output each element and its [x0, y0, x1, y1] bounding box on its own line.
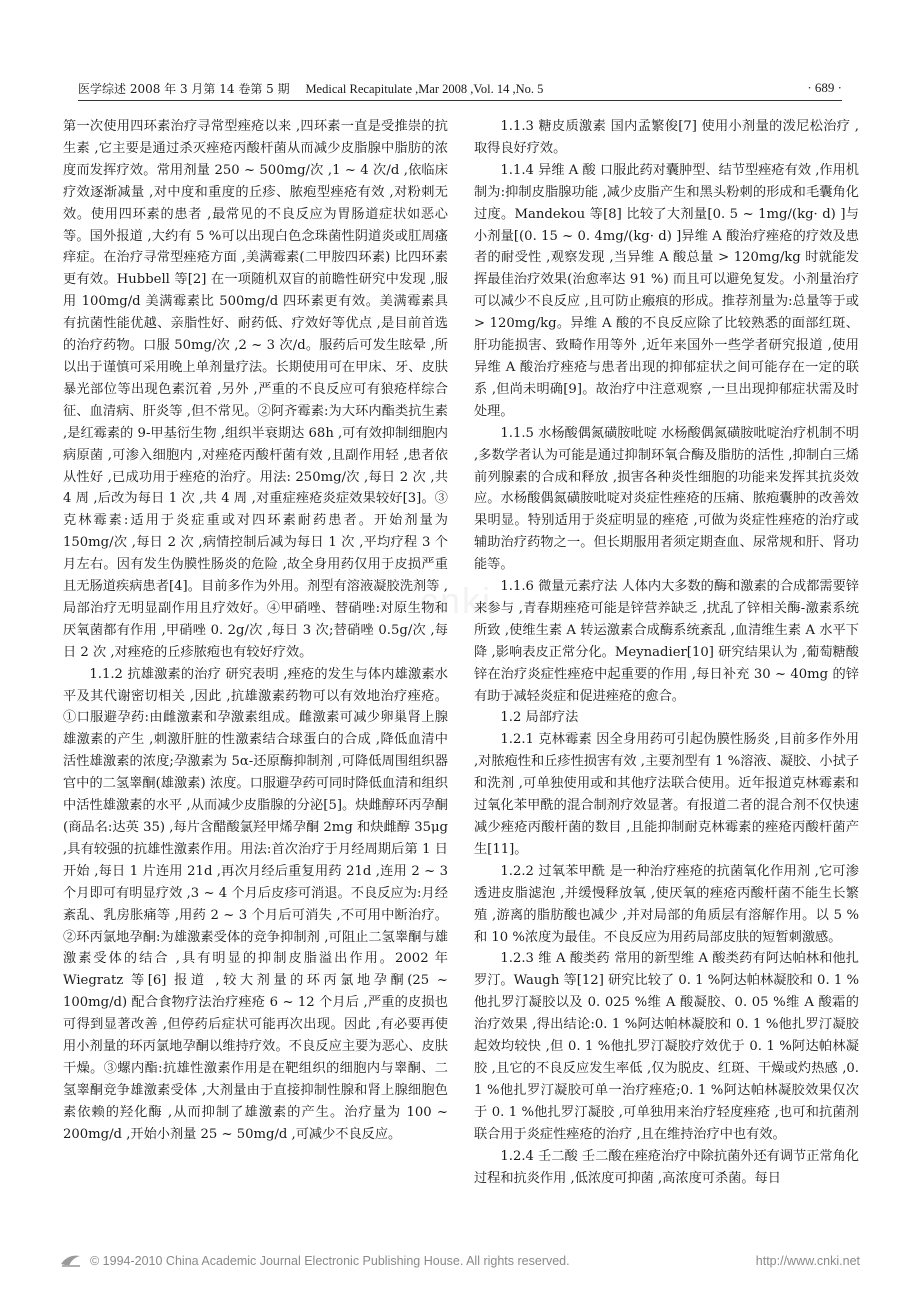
header-rule: [78, 100, 842, 101]
paragraph: 1.2.4 壬二酸 壬二酸在痤疮治疗中除抗菌外还有调节正常角化过程和抗炎作用 ,低浓度可抑菌 ,高浓度可杀菌。每日: [474, 1148, 859, 1186]
paragraph: 1.1.3 糖皮质激素 国内孟繁俊[7] 使用小剂量的泼尼松治疗 ,取得良好疗效。: [474, 119, 859, 156]
watermark: cnki: [420, 580, 493, 621]
paragraph: 1.1.6 微量元素疗法 人体内大多数的酶和激素的合成都需要锌来参与 ,青春期痤疮可能是锌营养缺乏 ,扰乱了锌相关酶-激素系统所致 ,使维生素 A 转运激素合成酶系统紊乱 ,血清维生素 A 水平下降 ,影响表皮正常分化。Meynadier[10] 研究结果认为 ,葡萄糖酸锌在治疗炎症性痤疮中起重要的作用 ,每日补充 30 ~ 40mg 的锌有助于减轻炎症和促进痤疮的愈合。: [474, 579, 859, 704]
running-header: [78, 76, 842, 98]
page-number: · 689 ·: [807, 80, 842, 95]
right-column: [474, 116, 859, 1189]
source-url[interactable]: http://www.cnki.net: [755, 1254, 860, 1268]
paragraph: 1.1.5 水杨酸偶氮磺胺吡啶 水杨酸偶氮磺胺吡啶治疗机制不明 ,多数学者认为可能是通过抑制环氧合酶及脂肪的活性 ,抑制白三烯前列腺素的合成和释放 ,损害各种炎性细胞的功能来发挥其抗炎效应。水杨酸偶氮磺胺吡啶对炎症性痤疮的压痛、脓疱囊肿的改善效果明显。特别适用于炎症明显的痤疮 ,可做为炎症性痤疮的治疗或辅助治疗药物之一。但长期服用者须定期查血、尿常规和肝、肾功能等。: [474, 425, 859, 573]
footer: [60, 1252, 860, 1278]
paragraph: 1.1.2 抗雄激素的治疗 研究表明 ,痤疮的发生与体内雄激素水平及其代谢密切相关 ,因此 ,抗雄激素药物可以有效地治疗痤疮。①口服避孕药:由雌激素和孕激素组成。雌激素可减少卵巢肾上腺雄激素的产生 ,刺激肝脏的性激素结合球蛋白的合成 ,降低血清中活性雄激素的浓度;孕激素为 5α-还原酶抑制剂 ,可降低周围组织器官中的二氢睾酮(雄激素) 浓度。口服避孕药可同时降低血清和组织中活性雄激素的水平 ,从而减少皮脂腺的分泌[5]。炔雌醇环丙孕酮(商品名:达英 35) ,每片含醋酸氯羟甲烯孕酮 2mg 和炔雌醇 35μg ,具有较强的抗雄性激素作用。用法:首次治疗于月经周期后第 1 日开始 ,每日 1 片连用 21d ,再次月经后重复用药 21d ,连用 2 ~ 3 个月即可有明显疗效 ,3 ~ 4 个月后皮疹可消退。不良反应为:月经紊乱、乳房胀痛等 ,用药 2 ~ 3 个月后可消失 ,不可用中断治疗。②环丙氯地孕酮:为雄激素受体的竞争抑制剂 ,可阻止二氢睾酮与雄激素受体的结合 ,具有明显的抑制皮脂溢出作用。2002 年 Wiegratz 等[6] 报道 ,较大剂量的环丙氯地孕酮(25 ~ 100mg/d) 配合食物疗法治疗痤疮 6 ~ 12 个月后 ,严重的皮损也可得到显著改善 ,但停药后症状可能再次出现。因此 ,有必要再使用小剂量的环丙氯地孕酮以维持疗效。不良反应主要为恶心、皮肤干燥。③螺内酯:抗雄性激素作用是在靶组织的细胞内与睾酮、二氢睾酮竞争雄激素受体 ,大剂量由于直接抑制性腺和肾上腺细胞色素依赖的羟化酶 ,从而抑制了雄激素的产生。治疗量为 100 ~ 200mg/d ,开始小剂量 25 ~ 50mg/d ,可减少不良反应。: [63, 666, 448, 1142]
journal-title-cn: 医学综述 2008 年 3 月第 14 卷第 5 期: [78, 82, 290, 96]
left-column: [63, 116, 448, 1146]
paragraph: 1.2.2 过氧苯甲酰 是一种治疗痤疮的抗菌氧化作用剂 ,它可渗透进皮脂滤泡 ,并缓慢释放氧 ,使厌氧的痤疮丙酸杆菌不能生长繁殖 ,游离的脂肪酸也减少 ,并对局部的角质层有溶解作用。以 5 %和 10 %浓度为最佳。不良反应为用药局部皮肤的短暂刺激感。: [474, 863, 859, 945]
paragraph: 1.2.1 克林霉素 因全身用药可引起伪膜性肠炎 ,目前多作外用 ,对脓疱性和丘疹性损害有效 ,主要剂型有 1 %溶液、凝胶、小拭子和洗剂 ,可单独使用或和其他疗法联合使用。近年报道克林霉素和过氧化苯甲酰的混合制剂疗效显著。有报道二者的混合剂不仅快速减少痤疮丙酸杆菌的数目 ,且能抑制耐克林霉素的痤疮丙酸杆菌产生[11]。: [474, 732, 859, 857]
copyright-notice: © 1994-2010 China Academic Journal Electronic Publishing House. All rights reserved.: [90, 1254, 570, 1268]
journal-title-en: Medical Recapitulate ,Mar 2008 ,Vol. 14 ,No. 5: [305, 82, 544, 96]
publisher-logo-icon: [60, 1252, 82, 1268]
paragraph: 1.2 局部疗法: [500, 710, 579, 726]
paragraph: 1.1.4 异维 A 酸 口服此药对囊肿型、结节型痤疮有效 ,作用机制为:抑制皮脂腺功能 ,减少皮脂产生和黑头粉刺的形成和毛囊角化过度。Mandekou 等[8] 比较了大剂量[0. 5 ~ 1mg/(kg· d) ]与小剂量[(0. 15 ~ 0. 4mg/(kg· d) ]异维 A 酸治疗痤疮的疗效及患者的耐受性 ,观察发现 ,当异维 A 酸总量 > 120mg/kg 时就能发挥最佳治疗效果(治愈率达 91 %) 而且可以避免复发。小剂量治疗可以减少不良反应 ,且可防止瘢痕的形成。推荐剂量为:总量等于或 > 120mg/kg。异维 A 酸的不良反应除了比较熟悉的面部红斑、肝功能损害、致畸作用等外 ,近年来国外一些学者研究报道 ,使用异维 A 酸治疗痤疮与患者出现的抑郁症状之间可能存在一定的联系 ,但尚未明确[9]。故治疗中注意观察 ,一旦出现抑郁症状需及时处理。: [474, 162, 859, 419]
paragraph: 1.2.3 维 A 酸类药 常用的新型维 A 酸类药有阿达帕林和他扎罗汀。Waugh 等[12] 研究比较了 0. 1 %阿达帕林凝胶和 0. 1 %他扎罗汀凝胶以及 0. 025 %维 A 酸凝胶、0. 05 %维 A 酸霜的治疗效果 ,得出结论:0. 1 %阿达帕林凝胶和 0. 1 %他扎罗汀凝胶起效均较快 ,但 0. 1 %他扎罗汀凝胶疗效优于 0. 1 %阿达帕林凝胶 ,且它的不良反应发生率低 ,仅为脱皮、红斑、干燥或灼热感 ,0. 1 %他扎罗汀凝胶可单一治疗痤疮;0. 1 %阿达帕林凝胶效果仅次于 0. 1 %他扎罗汀凝胶 ,可单独用来治疗轻度痤疮 ,也可和抗菌剂联合用于炎症性痤疮的治疗 ,且在维持治疗中也有效。: [474, 951, 859, 1142]
paragraph: 第一次使用四环素治疗寻常型痤疮以来 ,四环素一直是受推崇的抗生素 ,它主要是通过杀灭痤疮丙酸杆菌从而减少皮脂腺中脂肪的浓度而发挥疗效。常用剂量 250 ~ 500mg/次 ,1 ~ 4 次/d ,依临床疗效逐渐减量 ,对中度和重度的丘疹、脓疱型痤疮有效 ,对粉刺无效。使用四环素的患者 ,最常见的不良反应为胃肠道症状如恶心等。国外报道 ,大约有 5 %可以出现白色念珠菌性阴道炎或肛周瘙痒症。在治疗寻常型痤疮方面 ,美满霉素(二甲胺四环素) 比四环素更有效。Hubbell 等[2] 在一项随机双盲的前瞻性研究中发现 ,服用 100mg/d 美满霉素比 500mg/d 四环素更有效。美满霉素具有抗菌性能优越、亲脂性好、耐药低、疗效好等优点 ,是目前首选的治疗药物。口服 50mg/次 ,2 ~ 3 次/d。服药后可发生眩晕 ,所以出于谨慎可采用晚上单剂量疗法。长期使用可在甲床、牙、皮肤暴光部位等出现色素沉着 ,另外 ,严重的不良反应可有狼疮样综合征、血清病、肝炎等 ,但不常见。②阿齐霉素:为大环内酯类抗生素 ,是红霉素的 9-甲基衍生物 ,组织半衰期达 68h ,可有效抑制细胞内病原菌 ,可渗入细胞内 ,对痤疮丙酸杆菌有效 ,且副作用轻 ,患者依从性好 ,已成功用于痤疮的治疗。用法: 250mg/次 ,每日 2 次 ,共 4 周 ,后改为每日 1 次 ,共 4 周 ,对重症痤疮炎症效果较好[3]。③克林霉素:适用于炎症重或对四环素耐药患者。开始剂量为 150mg/次 ,每日 2 次 ,病情控制后减为每日 1 次 ,平均疗程 3 个月左右。因有发生伪膜性肠炎的危险 ,故全身用药仅用于皮损严重且无肠道疾病患者[4]。目前多作为外用。剂型有溶液凝胶洗剂等 ,局部治疗无明显副作用且疗效好。④甲硝唑、替硝唑:对原生物和厌氧菌都有作用 ,甲硝唑 0. 2g/次 ,每日 3 次;替硝唑 0.5g/次 ,每日 2 次 ,对痤疮的丘疹脓疱也有较好疗效。: [63, 119, 448, 660]
journal-citation: [78, 80, 543, 97]
